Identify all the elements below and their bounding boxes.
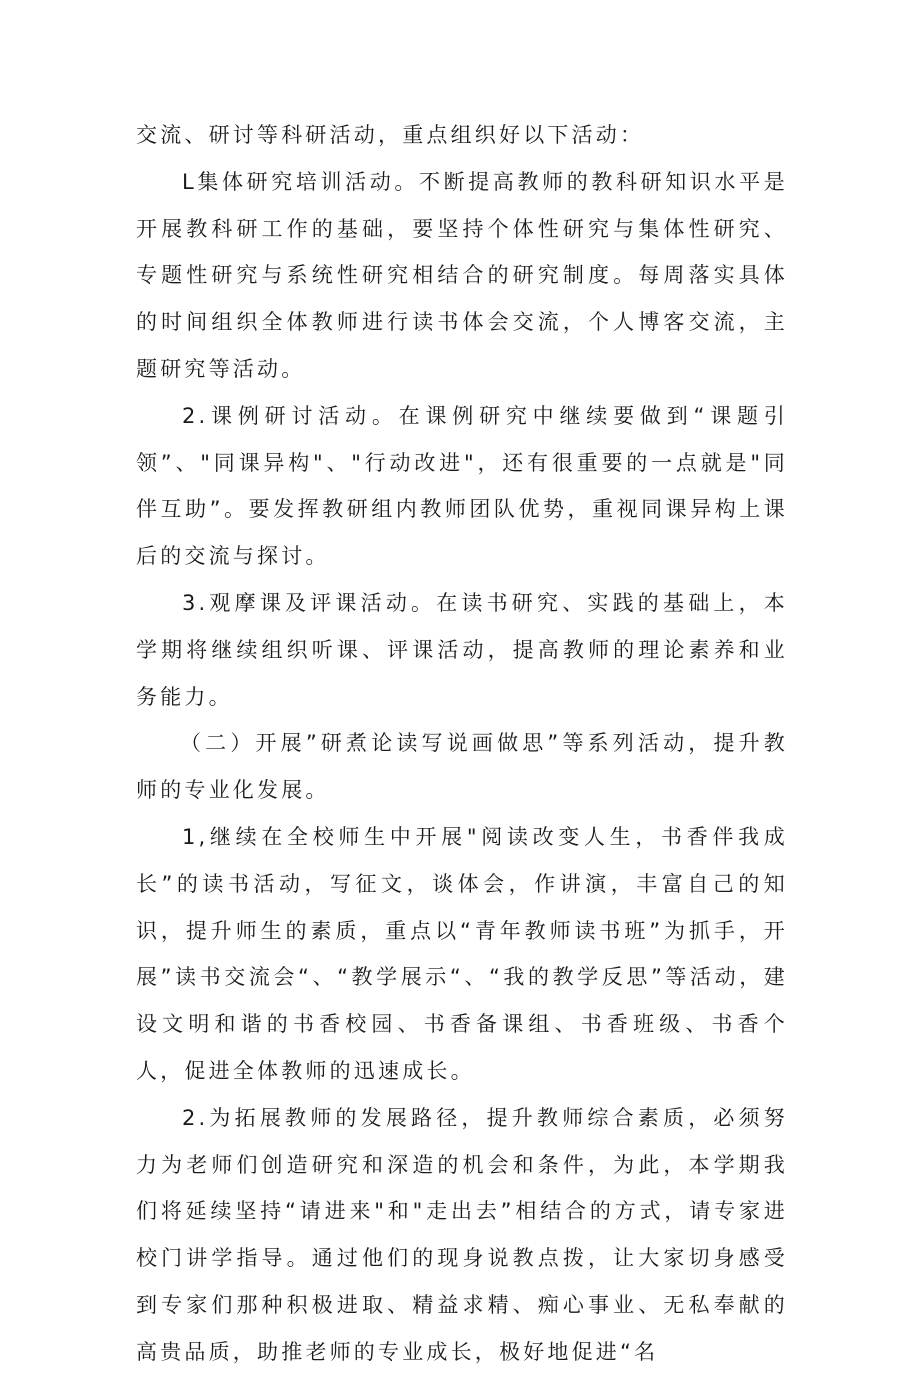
paragraph-activities-intro: 交流、研讨等科研活动，重点组织好以下活动： [136,123,645,147]
paragraph-teacher-development: 2.为拓展教师的发展路径，提升教师综合素质，必须努力为老师们创造研究和深造的机会和条件，为此，本学期我们将延续坚持“请进来"和"走出去”相结合的方式，请专家进校门讲学指导。通过他们的现身说教点拨，让大家切身感受到专家们那种积极进取、精益求精、痴心事业、无私奉献的高贵品质，助推老师的专业成长，极好地促进“名 [136,1105,788,1364]
section-heading-series-activities: （二）开展”研煮论读写说画做思”等系列活动，提升教师的专业化发展。 [136,731,788,803]
paragraph-observation-evaluation: 3.观摩课及评课活动。在读书研究、实践的基础上，本学期将继续组织听课、评课活动，提高教师的理论素养和业务能力。 [136,590,788,709]
paragraph-collective-research: L集体研究培训活动。不断提高教师的教科研知识水平是开展教科研工作的基础，要坚持个体性研究与集体性研究、专题性研究与系统性研究相结合的研究制度。每周落实具体的时间组织全体教师进行读书体会交流，个人博客交流，主题研究等活动。 [136,169,788,381]
paragraph-reading-campaign: 1,继续在全校师生中开展"阅读改变人生，书香伴我成长”的读书活动，写征文，谈体会，作讲演，丰富自己的知识，提升师生的素质，重点以“青年教师读书班”为抓手，开展”读书交流会“、“教学展示“、“我的教学反思”等活动，建设文明和谐的书香校园、书香备课组、书香班级、书香个人，促进全体教师的迅速成长。 [136,824,788,1083]
paragraph-lesson-study: 2.课例研讨活动。在课例研究中继续要做到“课题引领”、"同课异构"、"行动改进"，还有很重要的一点就是"同伴互助”。要发挥教研组内教师团队优势，重视同课异构上课后的交流与探讨。 [136,403,788,569]
document-body [136,112,788,1376]
